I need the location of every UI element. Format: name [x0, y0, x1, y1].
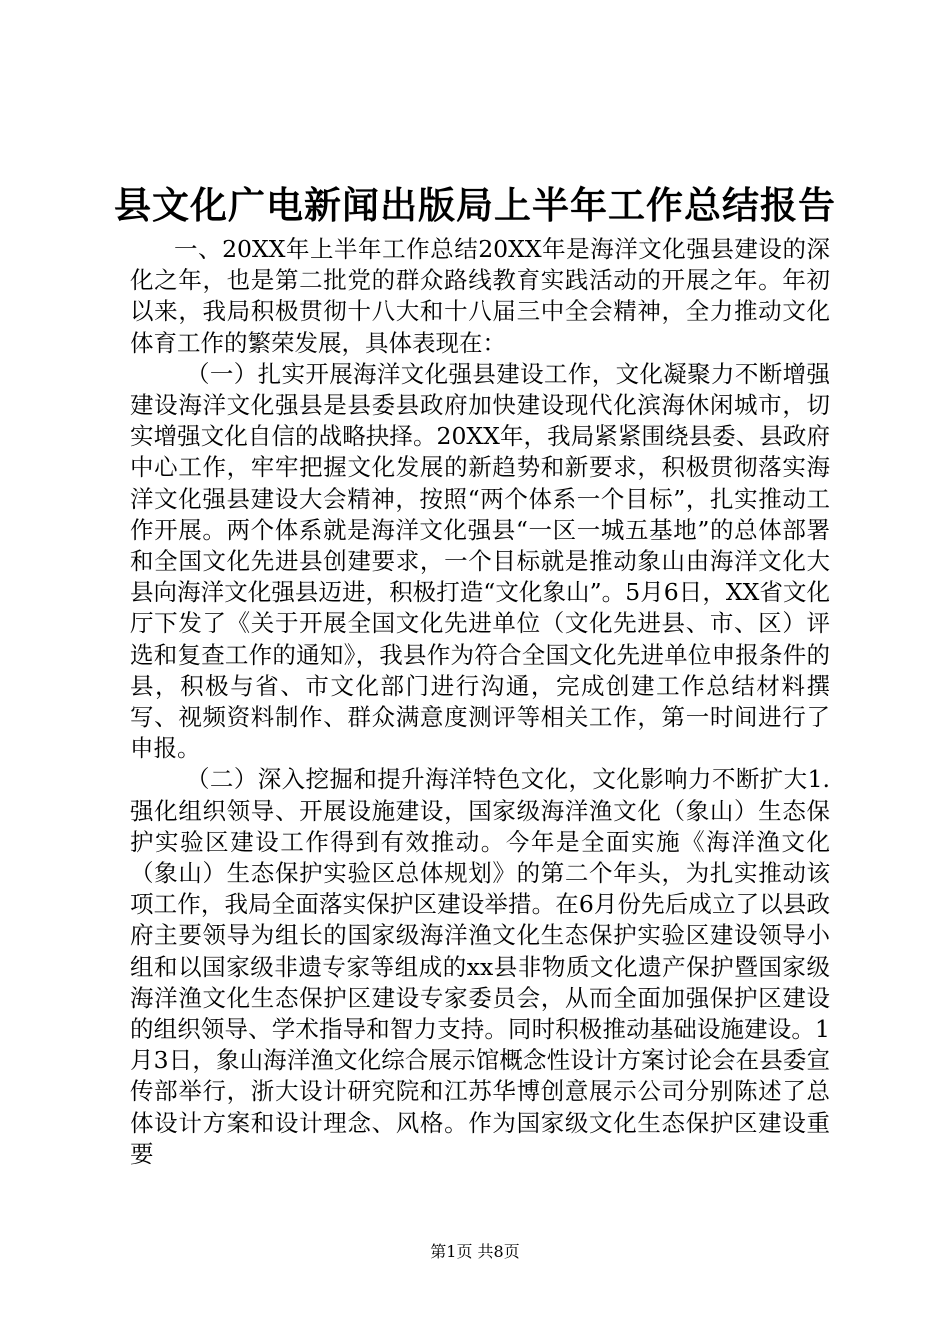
paragraph-section-two: （二）深入挖掘和提升海洋特色文化，文化影响力不断扩大1.强化组织领导、开展设施建设，国家级海洋渔文化（象山）生态保护实验区建设工作得到有效推动。今年是全面实施《海洋渔文化（象山）生态保护实验区总体规划》的第二个年头，为扎实推动该项工作，我局全面落实保护区建设举措。在6月份先后成立了以县政府主要领导为组长的国家级海洋渔文化生态保护实验区建设领导小组和以国家级非遗专家等组成的xx县非物质文化遗产保护暨国家级海洋渔文化生态保护区建设专家委员会，从而全面加强保护区建设的组织领导、学术指导和智力支持。同时积极推动基础设施建设。1月3日，象山海洋渔文化综合展示馆概念性设计方案讨论会在县委宣传部举行，浙大设计研究院和江苏华博创意展示公司分别陈述了总体设计方案和设计理念、风格。作为国家级文化生态保护区建设重要: [130, 765, 830, 1168]
paragraph-section-one: （一）扎实开展海洋文化强县建设工作，文化凝聚力不断增强建设海洋文化强县是县委县政府加快建设现代化滨海休闲城市，切实增强文化自信的战略抉择。20XX年，我局紧紧围绕县委、县政府中心工作，牢牢把握文化发展的新趋势和新要求，积极贯彻落实海洋文化强县建设大会精神，按照“两个体系一个目标”，扎实推动工作开展。两个体系就是海洋文化强县“一区一城五基地”的总体部署和全国文化先进县创建要求，一个目标就是推动象山由海洋文化大县向海洋文化强县迈进，积极打造“文化象山”。5月6日，XX省文化厅下发了《关于开展全国文化先进单位（文化先进县、市、区）评选和复查工作的通知》，我县作为符合全国文化先进单位申报条件的县，积极与省、市文化部门进行沟通，完成创建工作总结材料撰写、视频资料制作、群众满意度测评等相关工作，第一时间进行了申报。: [130, 359, 830, 763]
document-body: [130, 234, 830, 1170]
page-footer: [0, 1241, 950, 1263]
paragraph-summary-intro: 一、20XX年上半年工作总结20XX年是海洋文化强县建设的深化之年，也是第二批党的群众路线教育实践活动的开展之年。年初以来，我局积极贯彻十八大和十八届三中全会精神，全力推动文化体育工作的繁荣发展，具体表现在：: [130, 235, 830, 357]
document-title: 县文化广电新闻出版局上半年工作总结报告: [114, 183, 836, 227]
page-number-indicator: 第1页 共8页: [430, 1242, 520, 1261]
